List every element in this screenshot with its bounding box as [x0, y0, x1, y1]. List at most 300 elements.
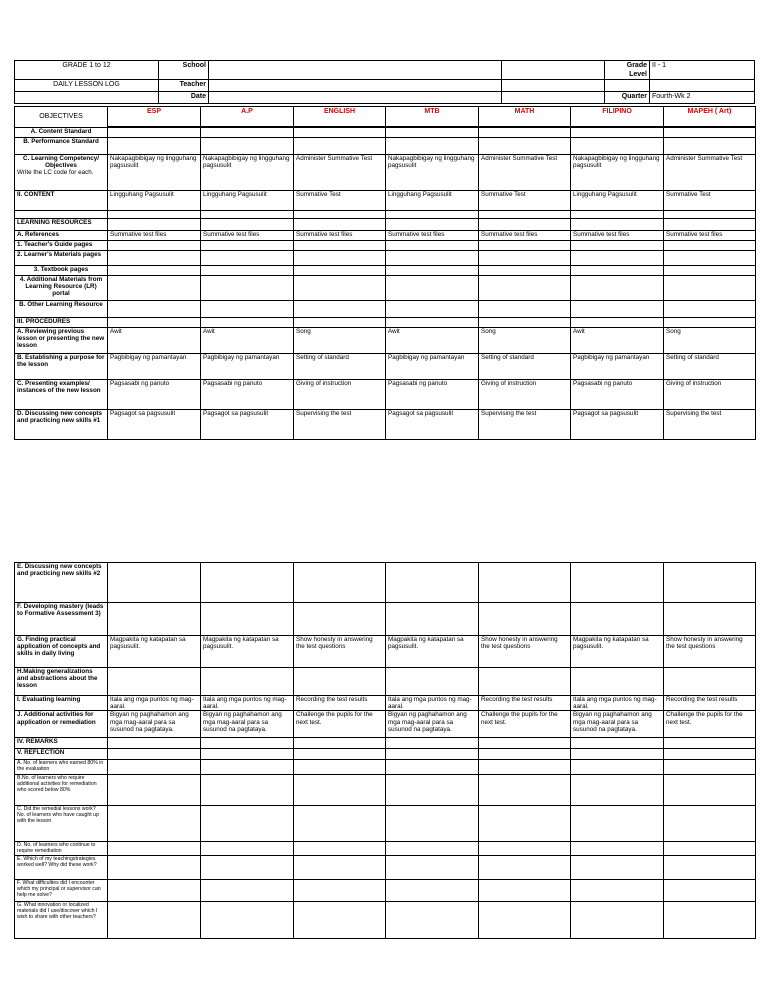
table-cell[interactable]: [201, 241, 294, 251]
row-label-text: E. Discussing new concepts and practicing new skills #2: [17, 563, 102, 578]
table-cell[interactable]: Show honesty in answering the test questions: [664, 636, 756, 668]
table-cell[interactable]: [294, 251, 386, 266]
row-label-text: J. Additional activities for application or remediation: [17, 711, 96, 726]
table-cell[interactable]: [294, 738, 386, 749]
table-cell[interactable]: [479, 856, 571, 880]
table-cell[interactable]: [294, 668, 386, 696]
table-cell[interactable]: Awit: [386, 328, 479, 354]
table-cell[interactable]: [201, 880, 294, 902]
table-cell[interactable]: [479, 902, 571, 939]
subject-header: FILIPINO: [571, 107, 664, 127]
table-cell[interactable]: [664, 138, 756, 155]
table-cell[interactable]: [571, 806, 664, 842]
table-cell[interactable]: [294, 138, 386, 155]
table-cell[interactable]: [386, 241, 479, 251]
table-cell[interactable]: [664, 211, 756, 219]
row-label-text: 1. Teacher's Guide pages: [17, 241, 93, 248]
row-label: [15, 138, 108, 155]
table-cell[interactable]: [664, 880, 756, 902]
table-cell[interactable]: [294, 775, 386, 806]
table-cell[interactable]: [571, 738, 664, 749]
table-cell[interactable]: [479, 251, 571, 266]
table-cell[interactable]: Administer Summative Test: [294, 155, 386, 191]
table-cell[interactable]: [108, 138, 201, 155]
table-cell[interactable]: [108, 318, 201, 328]
table-cell[interactable]: [571, 749, 664, 760]
table-cell[interactable]: [201, 301, 294, 318]
table-cell[interactable]: Itala ang mga puntos ng mag-aaral.: [571, 696, 664, 711]
lesson-table-part2: [14, 562, 756, 939]
table-cell[interactable]: [386, 266, 479, 276]
table-cell[interactable]: [294, 219, 386, 231]
table-cell[interactable]: [386, 668, 479, 696]
table-row: [15, 354, 756, 380]
table-cell[interactable]: Setting of standard: [664, 354, 756, 380]
row-label: [15, 760, 108, 775]
table-cell[interactable]: [479, 842, 571, 856]
table-cell[interactable]: [571, 266, 664, 276]
table-cell[interactable]: [201, 211, 294, 219]
table-cell[interactable]: Pagsasabi ng panuto: [201, 380, 294, 410]
table-cell[interactable]: [571, 603, 664, 636]
table-cell[interactable]: Awit: [571, 328, 664, 354]
row-label-text: B.No. of learners who require additional activities for remediation who scored below 80%: [17, 775, 97, 794]
table-cell[interactable]: [479, 128, 571, 138]
table-cell[interactable]: [664, 738, 756, 749]
table-cell[interactable]: Song: [479, 328, 571, 354]
table-cell[interactable]: [386, 211, 479, 219]
row-label: [15, 749, 108, 760]
header-table: [14, 60, 755, 104]
table-cell[interactable]: [479, 276, 571, 301]
table-cell[interactable]: Pagbibigay ng pamantayan: [108, 354, 201, 380]
table-cell[interactable]: [201, 668, 294, 696]
table-cell[interactable]: [108, 266, 201, 276]
table-cell[interactable]: [294, 301, 386, 318]
table-cell[interactable]: [479, 138, 571, 155]
table-cell[interactable]: [294, 880, 386, 902]
table-cell[interactable]: Pagbibigay ng pamantayan: [386, 354, 479, 380]
table-cell[interactable]: [201, 760, 294, 775]
table-cell[interactable]: [108, 251, 201, 266]
table-cell[interactable]: [479, 241, 571, 251]
row-label-text: F. What difficulties did I encounter which my principal or supervisor can help me solve?: [17, 880, 101, 899]
row-label-text: II. CONTENT: [17, 191, 55, 198]
table-cell[interactable]: Administer Summative Test: [479, 155, 571, 191]
table-cell[interactable]: [571, 668, 664, 696]
table-cell[interactable]: [108, 760, 201, 775]
table-row: [15, 760, 756, 775]
lesson-table-part1: [14, 106, 756, 440]
table-cell[interactable]: Magpakita ng katapatan sa pagsusulit.: [201, 636, 294, 668]
table-cell[interactable]: Summative test files: [479, 231, 571, 241]
table-cell[interactable]: [479, 603, 571, 636]
table-cell[interactable]: [664, 842, 756, 856]
table-cell[interactable]: [108, 856, 201, 880]
table-cell[interactable]: [294, 128, 386, 138]
table-cell[interactable]: Challenge the pupils for the next test.: [294, 711, 386, 738]
table-row: [15, 775, 756, 806]
table-cell[interactable]: [664, 668, 756, 696]
table-cell[interactable]: Pagsasabi ng panuto: [386, 380, 479, 410]
table-cell[interactable]: [294, 902, 386, 939]
table-cell[interactable]: [294, 211, 386, 219]
table-cell[interactable]: [108, 211, 201, 219]
table-cell[interactable]: [201, 856, 294, 880]
table-cell[interactable]: [108, 301, 201, 318]
table-cell[interactable]: [294, 241, 386, 251]
table-row: [15, 211, 756, 219]
table-cell[interactable]: Nakapagbibigay ng lingguhang pagsusulit: [571, 155, 664, 191]
row-label: [15, 301, 108, 318]
table-cell[interactable]: Summative Test: [664, 191, 756, 211]
table-cell[interactable]: [108, 749, 201, 760]
table-cell[interactable]: Giving of instruction: [294, 380, 386, 410]
table-cell[interactable]: Pagsagot sa pagsusulit: [386, 410, 479, 440]
table-cell[interactable]: [386, 760, 479, 775]
table-cell[interactable]: [571, 563, 664, 603]
table-cell[interactable]: Nakapagbibigay ng lingguhang pagsusulit: [108, 155, 201, 191]
table-cell[interactable]: [571, 276, 664, 301]
table-cell[interactable]: [664, 219, 756, 231]
table-cell[interactable]: [108, 276, 201, 301]
table-cell[interactable]: Summative test files: [571, 231, 664, 241]
table-row: [15, 231, 756, 241]
grade-text: GRADE 1 to 12: [15, 61, 159, 80]
table-cell[interactable]: Lingguhang Pagsusulit: [386, 191, 479, 211]
table-cell[interactable]: Song: [294, 328, 386, 354]
row-label-text: C. Learning Competency/ Objectives: [23, 155, 99, 170]
table-cell[interactable]: [571, 301, 664, 318]
table-cell[interactable]: [571, 219, 664, 231]
table-cell[interactable]: [201, 138, 294, 155]
table-cell[interactable]: [108, 563, 201, 603]
table-cell[interactable]: Administer Summative Test: [664, 155, 756, 191]
table-cell[interactable]: [294, 760, 386, 775]
table-cell[interactable]: Pagsasabi ng panuto: [108, 380, 201, 410]
table-cell[interactable]: [664, 301, 756, 318]
table-cell[interactable]: [108, 842, 201, 856]
table-cell[interactable]: [108, 880, 201, 902]
table-cell[interactable]: [201, 276, 294, 301]
table-cell[interactable]: [664, 775, 756, 806]
table-cell[interactable]: [571, 318, 664, 328]
table-cell[interactable]: [294, 318, 386, 328]
row-label: [15, 603, 108, 636]
table-cell[interactable]: [294, 856, 386, 880]
row-label: [15, 328, 108, 354]
row-label: [15, 410, 108, 440]
table-cell[interactable]: [201, 603, 294, 636]
table-cell[interactable]: [108, 738, 201, 749]
table-cell[interactable]: Challenge the pupils for the next test.: [479, 711, 571, 738]
row-label: [15, 318, 108, 328]
table-cell[interactable]: Awit: [108, 328, 201, 354]
table-cell[interactable]: [201, 563, 294, 603]
table-cell[interactable]: Song: [664, 328, 756, 354]
table-cell[interactable]: [664, 276, 756, 301]
table-cell[interactable]: [108, 241, 201, 251]
row-label-text: C. Presenting examples/ instances of the new lesson: [17, 380, 101, 395]
row-label: [15, 880, 108, 902]
table-row: [15, 191, 756, 211]
table-cell[interactable]: [201, 806, 294, 842]
table-cell[interactable]: [479, 775, 571, 806]
table-cell[interactable]: [571, 760, 664, 775]
table-row: [15, 380, 756, 410]
quarter-value[interactable]: Fourth-Wk 2: [650, 92, 755, 104]
table-cell[interactable]: [386, 749, 479, 760]
table-cell[interactable]: [386, 128, 479, 138]
row-label: [15, 563, 108, 603]
table-cell[interactable]: [294, 842, 386, 856]
table-cell[interactable]: Summative test files: [664, 231, 756, 241]
table-cell[interactable]: Setting of standard: [294, 354, 386, 380]
table-cell[interactable]: Giving of instruction: [664, 380, 756, 410]
row-label: [15, 231, 108, 241]
table-cell[interactable]: [664, 318, 756, 328]
table-cell[interactable]: [108, 806, 201, 842]
table-cell[interactable]: Supervising the test: [479, 410, 571, 440]
row-label-text: LEARNING RESOURCES: [17, 219, 92, 226]
table-cell[interactable]: Itala ang mga puntos ng mag-aaral.: [108, 696, 201, 711]
table-cell[interactable]: [571, 138, 664, 155]
row-label-text: B. Establishing a purpose for the lesson: [17, 354, 105, 369]
row-label: [15, 668, 108, 696]
table-cell[interactable]: Pagbibigay ng pamantayan: [571, 354, 664, 380]
subject-header: ENGLISH: [294, 107, 386, 127]
table-cell[interactable]: Summative test files: [386, 231, 479, 241]
table-cell[interactable]: [386, 318, 479, 328]
table-row: [15, 902, 756, 939]
table-cell[interactable]: [664, 806, 756, 842]
table-cell[interactable]: Itala ang mga puntos ng mag-aaral.: [201, 696, 294, 711]
row-label-text: F. Developing mastery (leads to Formative Assessment 3): [17, 603, 104, 618]
table-cell[interactable]: Awit: [201, 328, 294, 354]
teacher-field[interactable]: [209, 80, 502, 92]
subject-header: MTB: [386, 107, 479, 127]
table-cell[interactable]: Pagsagot sa pagsusulit: [201, 410, 294, 440]
row-label: [15, 738, 108, 749]
table-cell[interactable]: [479, 219, 571, 231]
table-cell[interactable]: [294, 563, 386, 603]
row-label-text: 2. Learner's Materials pages: [17, 251, 102, 258]
table-cell[interactable]: Summative test files: [201, 231, 294, 241]
table-cell[interactable]: Bigyan ng paghahamon ang mga mag-aaral para sa susunod na pagtataya.: [386, 711, 479, 738]
table-row: [15, 668, 756, 696]
table-cell[interactable]: [479, 749, 571, 760]
table-cell[interactable]: [201, 128, 294, 138]
table-cell[interactable]: Supervising the test: [294, 410, 386, 440]
table-cell[interactable]: Supervising the test: [664, 410, 756, 440]
table-cell[interactable]: [386, 138, 479, 155]
table-cell[interactable]: [479, 738, 571, 749]
table-cell[interactable]: [108, 219, 201, 231]
row-label-text: V. REFLECTION: [17, 749, 65, 757]
table-cell[interactable]: Bigyan ng paghahamon ang mga mag-aaral para sa susunod na pagtataya.: [571, 711, 664, 738]
table-cell[interactable]: [386, 842, 479, 856]
table-cell[interactable]: [479, 760, 571, 775]
table-cell[interactable]: Magpakita ng katapatan sa pagsusulit.: [108, 636, 201, 668]
table-cell[interactable]: [571, 902, 664, 939]
school-field[interactable]: [209, 61, 502, 80]
row-label-text: 3. Textbook pages: [33, 266, 89, 273]
table-cell[interactable]: [386, 603, 479, 636]
table-row: [15, 603, 756, 636]
table-cell[interactable]: Magpakita ng katapatan sa pagsusulit.: [571, 636, 664, 668]
table-cell[interactable]: [664, 760, 756, 775]
row-label-text: A. References: [17, 231, 59, 238]
table-cell[interactable]: Recording the test results: [479, 696, 571, 711]
table-cell[interactable]: [571, 211, 664, 219]
header-spacer: [650, 80, 755, 92]
row-label-text: I. Evaluating learning: [17, 696, 81, 703]
table-cell[interactable]: [479, 563, 571, 603]
table-cell[interactable]: Summative test files: [108, 231, 201, 241]
table-cell[interactable]: [386, 276, 479, 301]
table-cell[interactable]: [386, 738, 479, 749]
table-cell[interactable]: [571, 880, 664, 902]
row-label: [15, 380, 108, 410]
table-cell[interactable]: [201, 219, 294, 231]
table-row: [15, 266, 756, 276]
table-cell[interactable]: [479, 211, 571, 219]
table-cell[interactable]: [571, 856, 664, 880]
table-cell[interactable]: [386, 775, 479, 806]
table-cell[interactable]: Setting of standard: [479, 354, 571, 380]
row-label-text: B. Other Learning Resource: [19, 301, 103, 308]
table-cell[interactable]: Bigyan ng paghahamon ang mga mag-aaral para sa susunod na pagtataya.: [201, 711, 294, 738]
table-cell[interactable]: Pagsasabi ng panuto: [571, 380, 664, 410]
table-cell[interactable]: Nakapagbibigay ng lingguhang pagsusulit: [201, 155, 294, 191]
table-cell[interactable]: [479, 301, 571, 318]
table-cell[interactable]: Recording the test results: [294, 696, 386, 711]
table-cell[interactable]: [201, 318, 294, 328]
table-cell[interactable]: [294, 749, 386, 760]
table-cell[interactable]: [571, 128, 664, 138]
table-cell[interactable]: Giving of instruction: [479, 380, 571, 410]
row-label-text: D. No. of learners who continue to require remediation: [17, 842, 96, 855]
table-cell[interactable]: [664, 251, 756, 266]
table-cell[interactable]: [294, 276, 386, 301]
table-cell[interactable]: Show honesty in answering the test questions: [294, 636, 386, 668]
subject-header: A.P: [201, 107, 294, 127]
table-cell[interactable]: [479, 668, 571, 696]
table-cell[interactable]: [201, 251, 294, 266]
table-cell[interactable]: Lingguhang Pagsusulit: [571, 191, 664, 211]
table-row: [15, 842, 756, 856]
table-cell[interactable]: Challenge the pupils for the next test.: [664, 711, 756, 738]
table-cell[interactable]: [201, 902, 294, 939]
table-cell[interactable]: Bigyan ng paghahamon ang mga mag-aaral para sa susunod na pagtataya.: [108, 711, 201, 738]
row-label-text: G. Finding practical application of concepts and skills in daily living: [17, 636, 101, 658]
table-cell[interactable]: [664, 266, 756, 276]
table-cell[interactable]: Recording the test results: [664, 696, 756, 711]
table-cell[interactable]: [108, 902, 201, 939]
table-cell[interactable]: Itala ang mga puntos ng mag-aaral.: [386, 696, 479, 711]
table-cell[interactable]: [386, 806, 479, 842]
table-cell[interactable]: Magpakita ng katapatan sa pagsusulit.: [386, 636, 479, 668]
table-cell[interactable]: Pagbibigay ng pamantayan: [201, 354, 294, 380]
table-row: [15, 563, 756, 603]
table-row: [15, 636, 756, 668]
table-cell[interactable]: Pagsagot sa pagsusulit: [108, 410, 201, 440]
table-cell[interactable]: Summative Test: [294, 191, 386, 211]
table-cell[interactable]: [386, 563, 479, 603]
table-cell[interactable]: [108, 775, 201, 806]
table-cell[interactable]: [664, 603, 756, 636]
row-label: [15, 219, 108, 231]
table-cell[interactable]: [386, 251, 479, 266]
table-cell[interactable]: [479, 266, 571, 276]
table-cell[interactable]: [664, 856, 756, 880]
table-cell[interactable]: [664, 563, 756, 603]
table-cell[interactable]: [201, 266, 294, 276]
table-cell[interactable]: Summative Test: [479, 191, 571, 211]
table-cell[interactable]: [386, 301, 479, 318]
table-cell[interactable]: [201, 842, 294, 856]
table-cell[interactable]: [386, 902, 479, 939]
table-cell[interactable]: Lingguhang Pagsusulit: [108, 191, 201, 211]
table-cell[interactable]: [571, 775, 664, 806]
table-cell[interactable]: Show honesty in answering the test questions: [479, 636, 571, 668]
table-row: [15, 880, 756, 902]
grade-level-value[interactable]: II - 1: [650, 61, 755, 80]
row-label-text: G. What innovation or localized materials did I use/discover which I wish to share with other teachers?: [17, 902, 98, 921]
table-cell[interactable]: Nakapagbibigay ng lingguhang pagsusulit: [386, 155, 479, 191]
table-cell[interactable]: [108, 603, 201, 636]
table-cell[interactable]: [294, 806, 386, 842]
log-title: DAILY LESSON LOG: [15, 80, 159, 92]
table-row: [15, 138, 756, 155]
table-row: [15, 738, 756, 749]
row-label: [15, 902, 108, 939]
table-cell[interactable]: [664, 128, 756, 138]
table-cell[interactable]: [386, 880, 479, 902]
table-cell[interactable]: [294, 603, 386, 636]
table-cell[interactable]: [479, 806, 571, 842]
table-cell[interactable]: [386, 856, 479, 880]
table-cell[interactable]: [108, 668, 201, 696]
table-cell[interactable]: [201, 749, 294, 760]
table-cell[interactable]: [664, 749, 756, 760]
row-label: [15, 251, 108, 266]
date-field[interactable]: [209, 92, 502, 104]
row-label-text: D. Discussing new concepts and practicing new skills #1: [17, 410, 103, 425]
table-cell[interactable]: Pagsagot sa pagsusulit: [571, 410, 664, 440]
table-row: [15, 318, 756, 328]
table-cell[interactable]: Lingguhang Pagsusulit: [201, 191, 294, 211]
row-label: [15, 711, 108, 738]
table-cell[interactable]: [201, 738, 294, 749]
table-cell[interactable]: [479, 318, 571, 328]
table-cell[interactable]: [479, 880, 571, 902]
table-cell[interactable]: Summative test files: [294, 231, 386, 241]
table-cell[interactable]: [571, 241, 664, 251]
table-cell[interactable]: [386, 219, 479, 231]
table-cell[interactable]: [664, 902, 756, 939]
table-cell[interactable]: [201, 775, 294, 806]
row-label: [15, 155, 108, 191]
table-cell[interactable]: [108, 128, 201, 138]
row-label-text: C. Did the remedial lessons work? No. of learners who have caught up with the lesson: [17, 806, 99, 825]
table-row: [15, 328, 756, 354]
table-cell[interactable]: [664, 241, 756, 251]
table-cell[interactable]: [294, 266, 386, 276]
table-cell[interactable]: [571, 842, 664, 856]
table-cell[interactable]: [571, 251, 664, 266]
table-row: [15, 806, 756, 842]
